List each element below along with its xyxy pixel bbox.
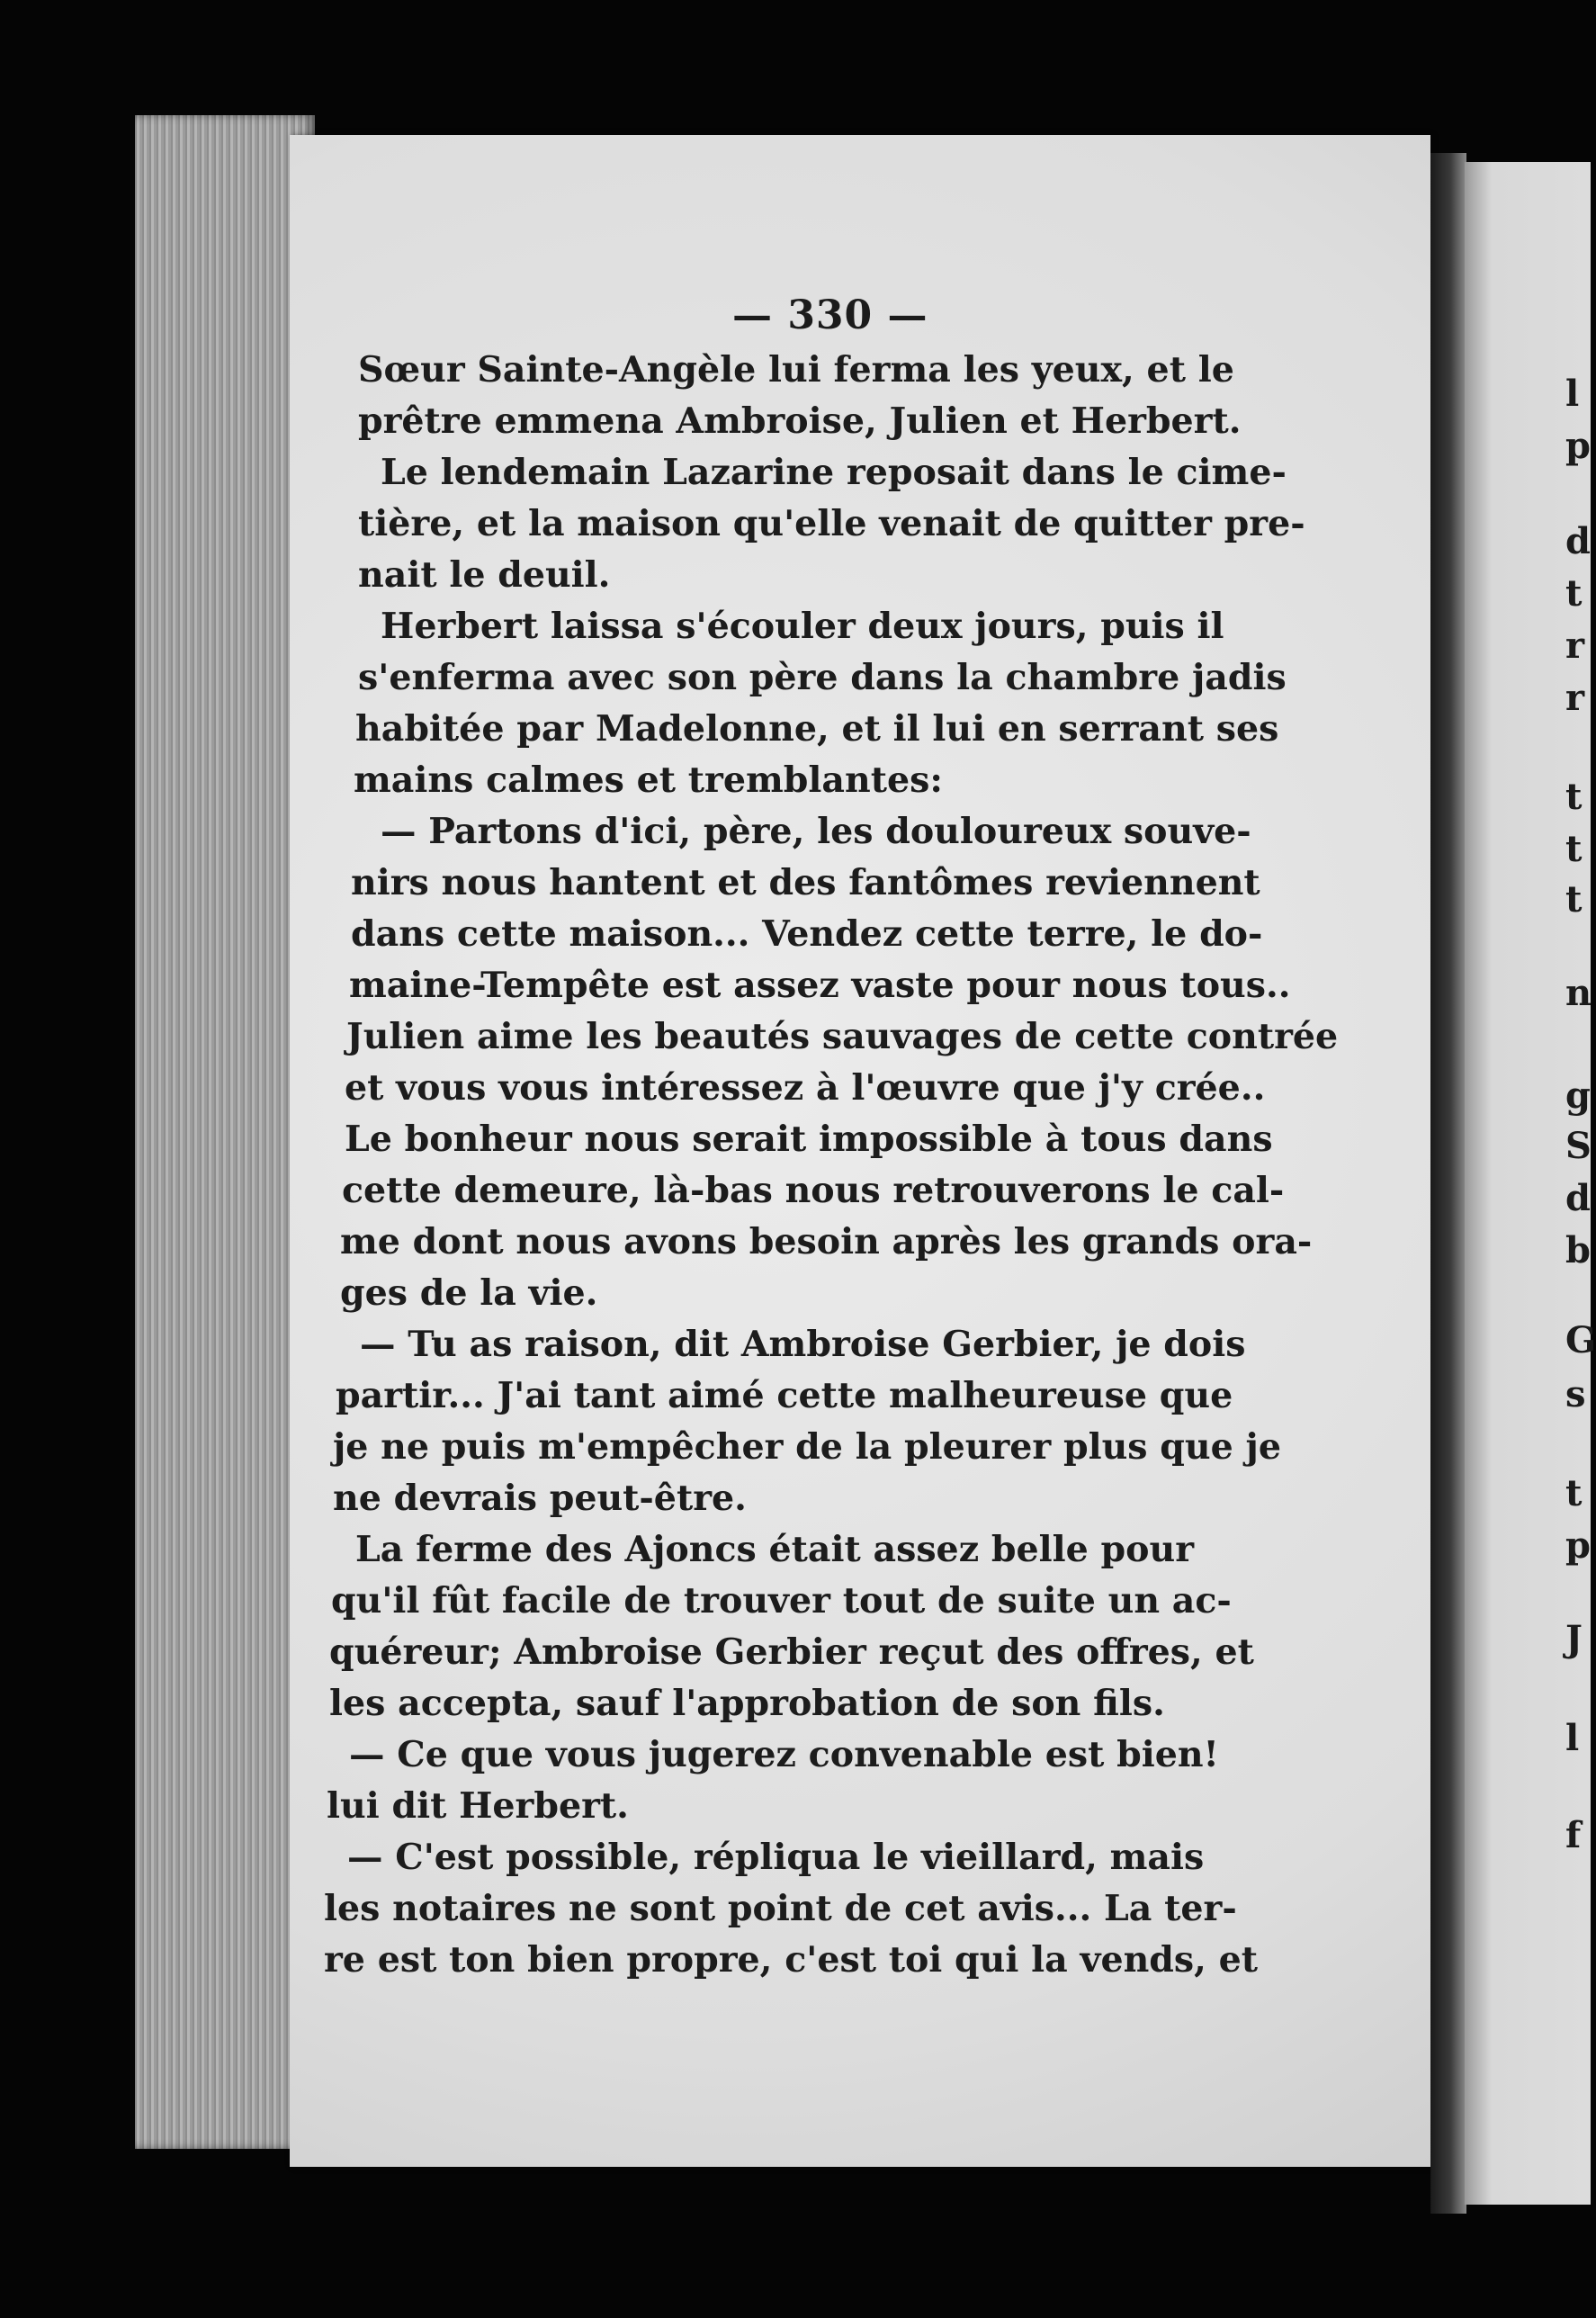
text-line: les notaires ne sont point de cet avis... La ter- bbox=[324, 1888, 1237, 1929]
text-fragment: t bbox=[1565, 776, 1583, 818]
text-fragment: n bbox=[1565, 972, 1592, 1014]
text-fragment: t bbox=[1565, 878, 1583, 921]
text-line: quéreur; Ambroise Gerbier reçut des offres, et bbox=[329, 1631, 1254, 1673]
text-line: s'enferma avec son père dans la chambre jadis bbox=[358, 657, 1287, 698]
text-fragment: f bbox=[1565, 1814, 1582, 1856]
text-line: Herbert laissa s'écouler deux jours, puis il bbox=[381, 606, 1224, 647]
text-fragment: G bbox=[1565, 1319, 1596, 1361]
text-line: et vous vous intéressez à l'œuvre que j'y crée.. bbox=[345, 1067, 1266, 1109]
text-fragment: p bbox=[1565, 1524, 1591, 1567]
text-line: dans cette maison... Vendez cette terre, le do- bbox=[351, 913, 1263, 955]
text-fragment: b bbox=[1565, 1229, 1591, 1271]
text-fragment: t bbox=[1565, 572, 1583, 615]
text-fragment: l bbox=[1565, 373, 1580, 415]
text-line: me dont nous avons besoin après les grands ora- bbox=[340, 1221, 1313, 1262]
text-line: ges de la vie. bbox=[340, 1272, 598, 1314]
text-fragment: r bbox=[1565, 624, 1585, 667]
text-fragment: p bbox=[1565, 425, 1591, 467]
text-fragment: t bbox=[1565, 828, 1583, 870]
text-line: nait le deuil. bbox=[358, 554, 611, 596]
text-line: partir... J'ai tant aimé cette malheureuse que bbox=[336, 1375, 1233, 1416]
text-fragment: g bbox=[1565, 1074, 1591, 1117]
text-fragment: J bbox=[1565, 1618, 1583, 1660]
page-number: — 330 — bbox=[732, 292, 928, 338]
text-fragment: r bbox=[1565, 677, 1585, 719]
text-line: prêtre emmena Ambroise, Julien et Herbert. bbox=[358, 400, 1242, 442]
text-fragment: s bbox=[1565, 1373, 1586, 1415]
text-line: Le lendemain Lazarine reposait dans le cime- bbox=[381, 452, 1287, 493]
text-line: — Tu as raison, dit Ambroise Gerbier, je dois bbox=[360, 1324, 1246, 1365]
text-line: ne devrais peut-être. bbox=[333, 1478, 747, 1519]
text-line: nirs nous hantent et des fantômes reviennent bbox=[351, 862, 1260, 903]
text-fragment: t bbox=[1565, 1472, 1583, 1514]
text-line: cette demeure, là-bas nous retrouverons le cal- bbox=[342, 1170, 1285, 1211]
text-line: Le bonheur nous serait impossible à tous dans bbox=[345, 1119, 1273, 1160]
text-line: — Partons d'ici, père, les douloureux souve- bbox=[381, 811, 1251, 852]
text-fragment: l bbox=[1565, 1717, 1580, 1759]
text-line: Sœur Sainte-Angèle lui ferma les yeux, et le bbox=[358, 349, 1234, 391]
text-line: lui dit Herbert. bbox=[327, 1785, 629, 1827]
text-fragment: d bbox=[1565, 520, 1591, 562]
text-line: qu'il fût facile de trouver tout de suite un ac- bbox=[331, 1580, 1232, 1622]
text-line: maine-Tempête est assez vaste pour nous tous.. bbox=[349, 965, 1291, 1006]
text-line: — C'est possible, répliqua le vieillard, mais bbox=[347, 1837, 1205, 1878]
text-line: les accepta, sauf l'approbation de son fils. bbox=[329, 1683, 1165, 1724]
text-line: mains calmes et tremblantes: bbox=[354, 759, 943, 801]
book-gutter bbox=[1430, 153, 1466, 2214]
text-fragment: S bbox=[1565, 1125, 1592, 1167]
text-line: — Ce que vous jugerez convenable est bien! bbox=[349, 1734, 1219, 1775]
text-line: re est ton bien propre, c'est toi qui la vends, et bbox=[324, 1939, 1259, 1981]
page-stack-edge bbox=[135, 115, 315, 2149]
text-fragment: d bbox=[1565, 1177, 1591, 1219]
text-line: La ferme des Ajoncs était assez belle pour bbox=[355, 1529, 1195, 1570]
text-line: tière, et la maison qu'elle venait de quitter pre- bbox=[358, 503, 1305, 544]
text-line: habitée par Madelonne, et il lui en serrant ses bbox=[355, 708, 1279, 750]
text-line: Julien aime les beautés sauvages de cette contrée bbox=[346, 1016, 1339, 1057]
text-line: je ne puis m'empêcher de la pleurer plus que je bbox=[333, 1426, 1281, 1468]
